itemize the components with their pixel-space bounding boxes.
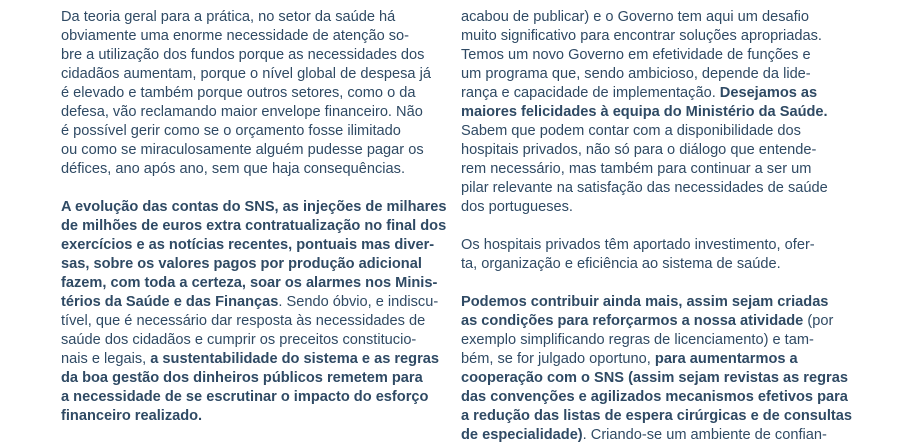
text-line: [461, 312, 841, 331]
text-line: [61, 84, 441, 103]
line-text: é possível gerir como se o orçamento fosse ilimitado: [61, 123, 401, 139]
line-text: maiores felicidades à equipa do Ministério da Saúde.: [461, 104, 828, 120]
paragraph: [461, 236, 841, 274]
line-text: ta, organização e eficiência ao sistema de saúde.: [461, 256, 781, 272]
line-text: a necessidade de se escrutinar o impacto do esforço: [61, 389, 429, 405]
line-text: tível, que é necessário dar resposta às necessidades de: [61, 313, 426, 329]
text-line: [461, 103, 841, 122]
line-text: exemplo simplificando regras de licenciamento) e tam-: [461, 332, 814, 348]
text-line: [461, 179, 841, 198]
text-line: [461, 388, 848, 407]
line-text: ou como se miraculosamente alguém pudesse pagar os: [61, 142, 424, 158]
text-line: [461, 84, 841, 103]
line-text: muito significativo para encontrar soluções apropriadas.: [461, 28, 822, 44]
line-text: pilar relevante na satisfação das necessidades de saúde: [461, 180, 828, 196]
line-text: a redução das listas de espera cirúrgicas e de consultas: [461, 408, 852, 424]
text-line: [461, 65, 841, 84]
text-line: [461, 160, 841, 179]
right-column: [461, 8, 852, 445]
text-line: [61, 103, 441, 122]
line-text: cooperação com o SNS (assim sejam revistas as regras: [461, 370, 848, 386]
line-text: térios da Saúde e das Finanças: [61, 294, 279, 310]
line-text: cidadãos aumentam, porque o nível global de despesa já: [61, 66, 431, 82]
paragraph: [61, 198, 447, 426]
text-line: [61, 388, 441, 407]
text-line: [61, 65, 441, 84]
paragraph: [461, 8, 841, 217]
text-line: [461, 293, 841, 312]
text-line: [461, 46, 841, 65]
line-text: exercícios e as notícias recentes, pontuais mas diver-: [61, 237, 435, 253]
text-line: [61, 236, 441, 255]
line-text: sas, sobre os valores pagos por produção adicional: [61, 256, 422, 272]
line-text-continuation: . Sendo óbvio, e indiscu-: [278, 294, 439, 310]
line-text: nais e legais,: [61, 351, 151, 367]
text-line: [461, 141, 841, 160]
line-text: de especialidade): [461, 427, 583, 443]
line-text: bre a utilização dos fundos porque as necessidades dos: [61, 47, 425, 63]
text-line: [461, 350, 841, 369]
text-line: [61, 27, 441, 46]
line-text: de milhões de euros extra contratualização no final dos: [61, 218, 447, 234]
left-column: [61, 8, 447, 426]
text-line: [461, 8, 841, 27]
line-text-continuation: (por: [803, 313, 834, 329]
line-text: bém, se for julgado oportuno,: [461, 351, 655, 367]
line-text: defesa, vão reclamando maior envelope financeiro. Não: [61, 104, 423, 120]
line-text: défices, ano após ano, sem que haja consequências.: [61, 161, 406, 177]
line-text: rança e capacidade de implementação.: [461, 85, 720, 101]
line-text: acabou de publicar) e o Governo tem aqui um desafio: [461, 9, 810, 25]
text-line: [61, 160, 441, 179]
text-line: [61, 122, 441, 141]
line-text: as condições para reforçarmos a nossa atividade: [461, 313, 804, 329]
paragraph: [461, 293, 852, 445]
line-text: fazem, com toda a certeza, soar os alarmes nos Minis-: [61, 275, 438, 291]
text-line: [61, 198, 447, 217]
line-text: Podemos contribuir ainda mais, assim sejam criadas: [461, 294, 829, 310]
line-text-continuation: a sustentabilidade do sistema e as regras: [150, 351, 440, 367]
text-line: [461, 407, 852, 426]
line-text: financeiro realizado.: [61, 408, 203, 424]
text-line: [461, 369, 848, 388]
text-line: [461, 255, 841, 274]
line-text: da boa gestão dos dinheiros públicos remetem para: [61, 370, 423, 386]
text-line: [61, 274, 441, 293]
text-line: [61, 350, 441, 369]
text-line: [61, 255, 441, 274]
text-line: [61, 331, 441, 350]
line-text: Da teoria geral para a prática, no setor da saúde há: [61, 9, 396, 25]
line-text: um programa que, sendo ambicioso, depende da lide-: [461, 66, 811, 82]
line-text: A evolução das contas do SNS, as injeções de milhares: [61, 199, 447, 215]
text-line: [61, 407, 441, 426]
text-line: [461, 331, 841, 350]
line-text: hospitais privados, não só para o diálogo que entende-: [461, 142, 817, 158]
text-line: [461, 198, 841, 217]
line-text: é elevado e também porque outros setores, como o da: [61, 85, 416, 101]
line-text-continuation: Desejamos as: [719, 85, 818, 101]
line-text: saúde dos cidadãos e cumprir os preceitos constitucio-: [61, 332, 417, 348]
text-line: [61, 293, 441, 312]
line-text: Temos um novo Governo em efetividade de funções e: [461, 47, 811, 63]
text-line: [461, 122, 841, 141]
line-text: dos portugueses.: [461, 199, 573, 215]
line-text-continuation: . Criando-se um ambiente de confian-: [582, 427, 827, 443]
text-line: [461, 27, 841, 46]
line-text: rem necessário, mas também para continuar a ser um: [461, 161, 812, 177]
text-line: [61, 141, 441, 160]
line-text: das convenções e agilizados mecanismos efetivos para: [461, 389, 848, 405]
text-line: [61, 8, 441, 27]
text-line: [61, 46, 441, 65]
line-text-continuation: para aumentarmos a: [654, 351, 798, 367]
text-line: [461, 236, 841, 255]
line-text: Sabem que podem contar com a disponibilidade dos: [461, 123, 801, 139]
text-line: [61, 369, 441, 388]
text-line: [61, 312, 441, 331]
line-text: obviamente uma enorme necessidade de atenção so-: [61, 28, 410, 44]
text-line: [461, 426, 841, 445]
text-line: [61, 217, 447, 236]
paragraph: [61, 8, 441, 179]
line-text: Os hospitais privados têm aportado investimento, ofer-: [461, 237, 815, 253]
